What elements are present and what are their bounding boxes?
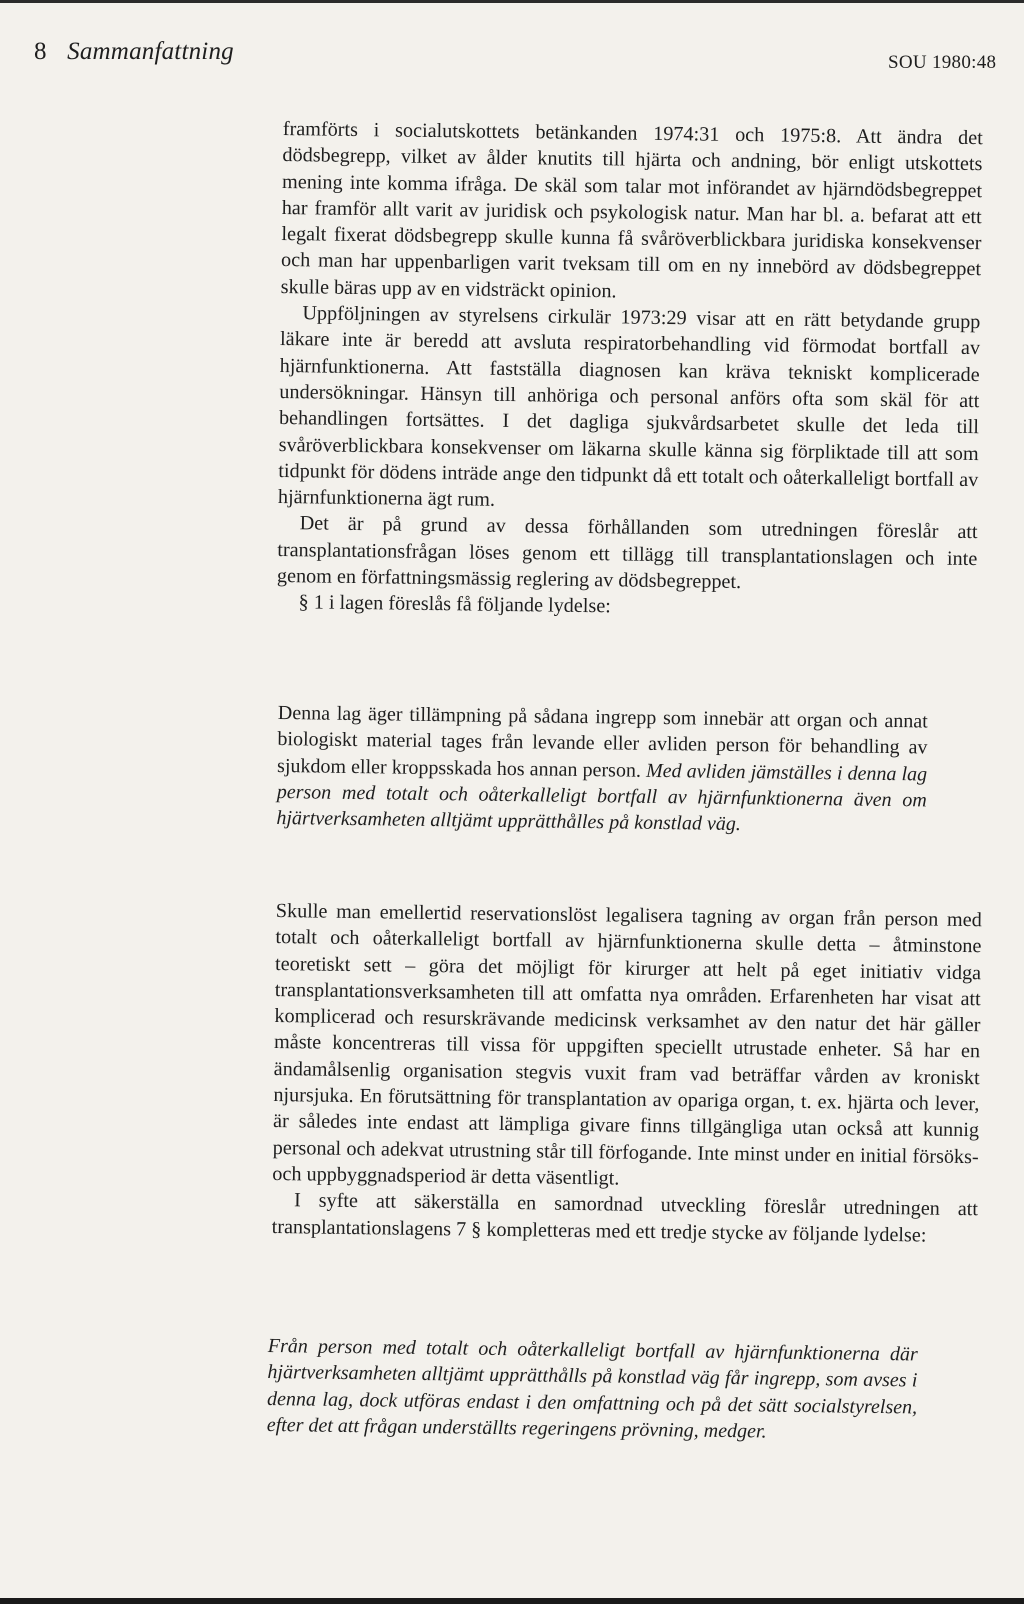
paragraph: § 1 i lagen föreslås få följande lydelse: xyxy=(298,591,611,618)
section-title: Sammanfattning xyxy=(67,38,234,65)
paragraph: I syfte att säkerställa en samordnad utveckling föreslår utredningen att transplantationslagens 7 § kompletteras med ett tredje stycke av följande lydelse: xyxy=(271,1189,979,1247)
top-border xyxy=(0,0,1024,3)
paragraph: framförts i socialutskottets betänkanden 1974:31 och 1975:8. Att ändra det dödsbegrepp, vilket av ålder knutits till hjärta och andning, bör enligt utskottets mening inte komma ifråga. De skäl som talar mot införandet av hjärndödsbegreppet har framför allt varit av juridisk och psykologisk natur. Man har bl. a. befarat att ett legalt fixerat dödsbegrepp skulle kunna få svåröverblickbara juridiska konsekvenser och man har uppenbarligen varit tveksam till om en ny innebörd av dödsbegreppet skulle bäras upp av en vidsträckt opinion. xyxy=(280,117,983,303)
paragraph: Det är på grund av dessa förhållanden som utredningen föreslår att transplantationsfrågan löses genom ett tillägg till transplantationslagen och inte genom en författningsmässig reglering av dödsbegreppet. xyxy=(276,512,978,594)
quote-italic-text: Med avliden jämställes i denna lag person med totalt och oåterkalleligt bortfall av hjärnfunktionerna även om hjärtverksamheten alltjämt upprätthålles på konstlad väg. xyxy=(276,759,928,836)
paragraph: Uppföljningen av styrelsens cirkulär 1973:29 visar att en rätt betydande grupp läkare inte är beredd att avsluta respiratorbehandling vid förmodat bortfall av hjärnfunktionerna. Att fastställa diagnosen kan kräva tekniskt komplicerade undersökningar. Hänsyn till anhöriga och personal anförs ofta som skäl för att behandlingen fortsättes. I det dagliga sjukvårdsarbetet skulle det leda till svåröverblickbara konsekvenser om läkarna skulle känna sig förpliktade till att som tidpunkt för dödens inträde ange den tidpunkt då ett totalt och oåterkalleligt bortfall av hjärnfunktionerna ägt rum. xyxy=(277,302,981,511)
running-header xyxy=(34,38,234,66)
body-section-1 xyxy=(276,116,982,625)
quote-plain-text: Denna lag äger tillämpning på sådana ingrepp som innebär att organ och annat biologiskt material tages från levande eller avliden person för behandling av sjukdom eller kroppsskada hos annan person. xyxy=(276,701,928,782)
page-number: 8 xyxy=(34,38,47,65)
paragraph: Skulle man emellertid reservationslöst legalisera tagning av organ från person med totalt och oåterkalleligt bortfall av hjärnfunktionerna skulle detta – åtminstone teoretiskt sett – göra det möjligt för kirurger att helt på eget initiativ vidga transplantationsverksamheten till att omfatta nya områden. Erfarenheten har visat att komplicerad och resurskrävande medicinsk verksamhet av den natur det här gäller måste koncentreras till vissa för uppgiften speciellt utrustade enheter. Så har en ändamålsenlig organisation stegvis vuxit fram vad beträffar vården av kroniskt njursjuka. En förutsättning för transplantation av opariga organ, t. ex. hjärta och lever, är således inte endast att lämpliga givare finns tillgängliga utan också att kunnig personal och adekvat utrustning står till förfogande. Inte minst under en initial försöks- och uppbyggnadsperiod är detta väsentligt. xyxy=(272,899,982,1190)
law-text-quote-1 xyxy=(276,700,928,840)
document-id: SOU 1980:48 xyxy=(888,52,997,73)
law-text-quote-2: Från person med totalt och oåterkalleligt bortfall av hjärnfunktionerna där hjärtverksamheten alltjämt upprätthålls på konstlad väg får ingrepp, som avses i denna lag, dock utföras endast i den omfattning och på det sätt socialstyrelsen, efter det att frågan underställts regeringens prövning, medger. xyxy=(266,1334,918,1443)
bottom-border xyxy=(0,1598,1024,1604)
body-section-2 xyxy=(272,898,982,1249)
